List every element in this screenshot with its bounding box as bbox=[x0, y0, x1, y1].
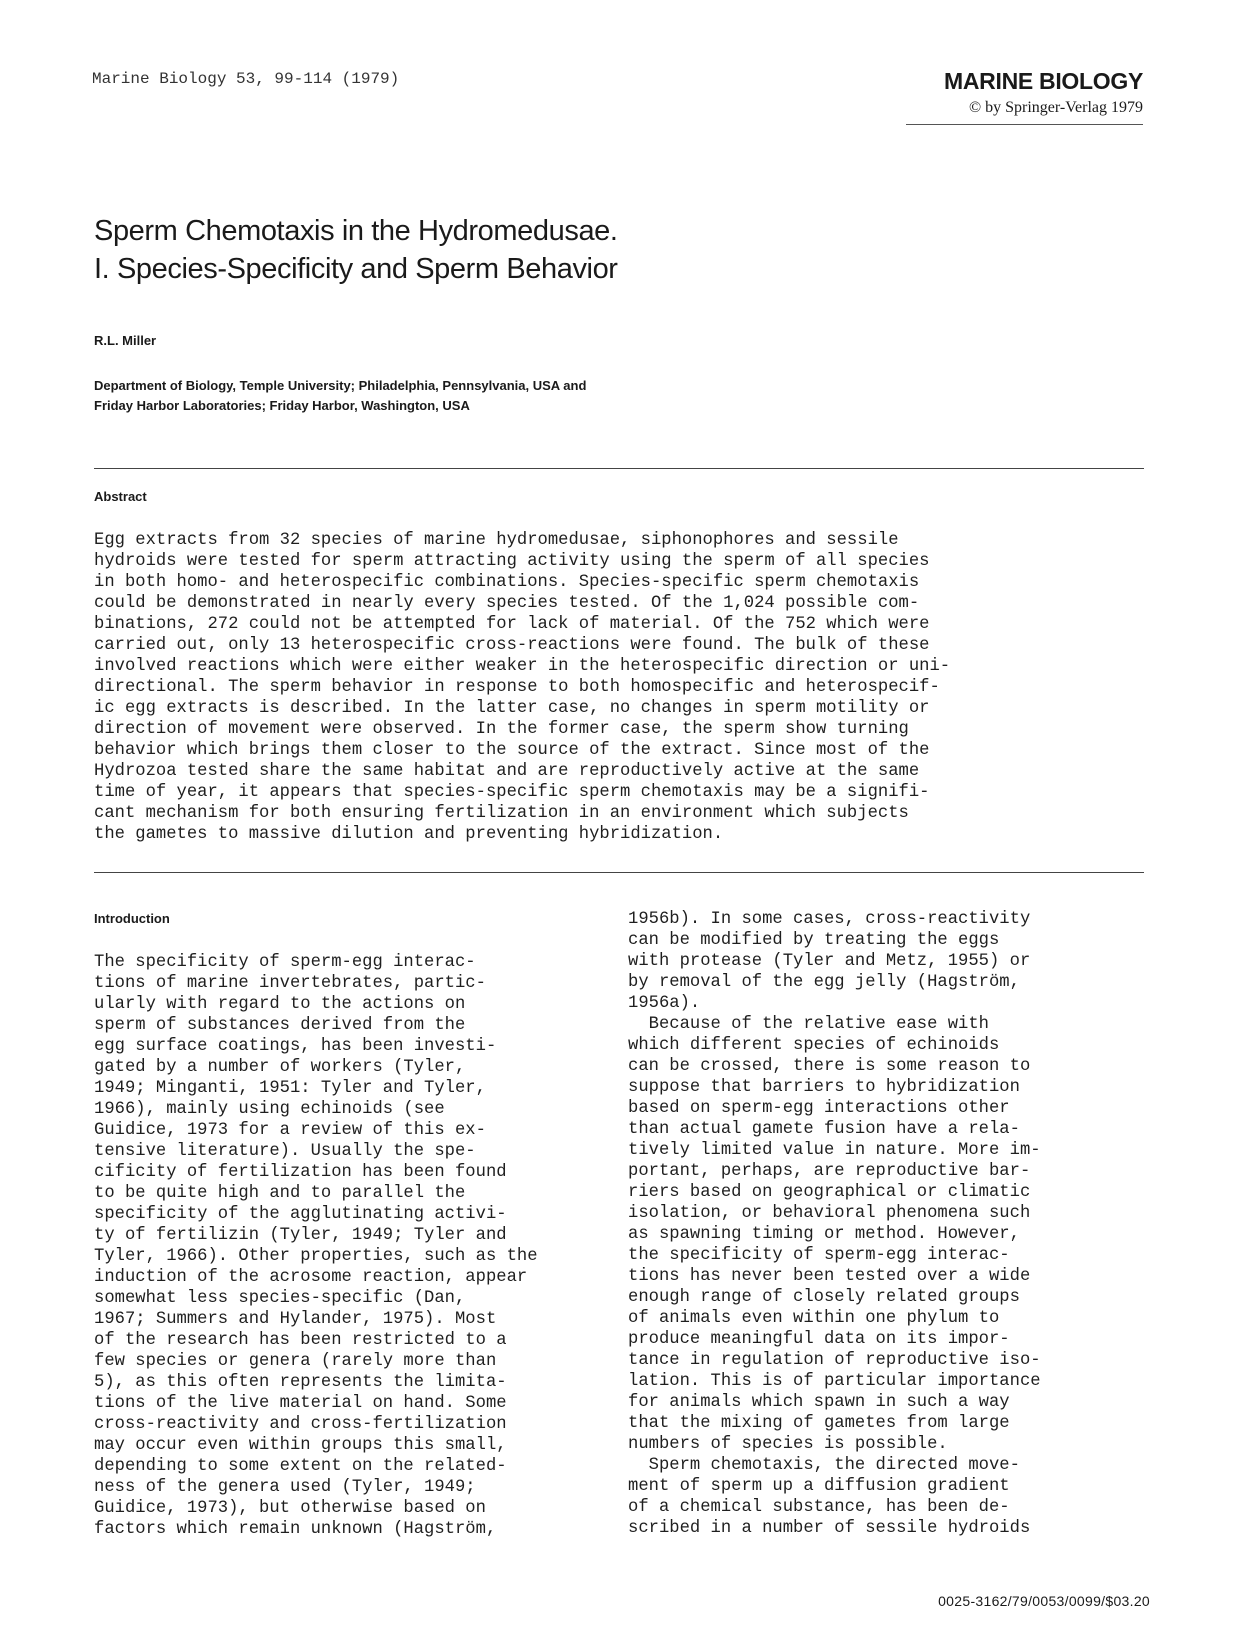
journal-citation: Marine Biology 53, 99-114 (1979) bbox=[92, 70, 400, 88]
affiliation bbox=[94, 376, 586, 416]
text-line: tions of marine invertebrates, partic- bbox=[94, 974, 486, 993]
text-line: tions has never been tested over a wide bbox=[628, 1267, 1031, 1286]
text-line: Guidice, 1973 for a review of this ex- bbox=[94, 1121, 486, 1140]
text-line: can be modified by treating the eggs bbox=[628, 931, 1000, 950]
text-line: the specificity of sperm-egg interac- bbox=[628, 1246, 1010, 1265]
abstract-body bbox=[94, 530, 950, 845]
introduction-right-column bbox=[628, 909, 1041, 1539]
text-line: which different species of echinoids bbox=[628, 1036, 1000, 1055]
text-line: numbers of species is possible. bbox=[628, 1435, 948, 1454]
header-divider bbox=[906, 124, 1143, 125]
text-line: ic egg extracts is described. In the latter case, no changes in sperm motility or bbox=[94, 699, 930, 718]
text-line: induction of the acrosome reaction, appear bbox=[94, 1268, 528, 1287]
section-divider-top bbox=[94, 468, 1144, 469]
text-line: than actual gamete fusion have a rela- bbox=[628, 1120, 1020, 1139]
text-line: suppose that barriers to hybridization bbox=[628, 1078, 1020, 1097]
text-line: 1966), mainly using echinoids (see bbox=[94, 1100, 445, 1119]
text-line: Tyler, 1966). Other properties, such as the bbox=[94, 1247, 538, 1266]
text-line: factors which remain unknown (Hagström, bbox=[94, 1520, 497, 1539]
text-line: with protease (Tyler and Metz, 1955) or bbox=[628, 952, 1031, 971]
text-line: specificity of the agglutinating activi- bbox=[94, 1205, 507, 1224]
text-line: ness of the genera used (Tyler, 1949; bbox=[94, 1478, 476, 1497]
publisher-copyright: © by Springer-Verlag 1979 bbox=[968, 99, 1143, 116]
text-line: of animals even within one phylum to bbox=[628, 1309, 1000, 1328]
abstract-heading: Abstract bbox=[94, 489, 147, 504]
article-title bbox=[94, 212, 994, 288]
text-line: by removal of the egg jelly (Hagström, bbox=[628, 973, 1020, 992]
footer-price-code: 0025-3162/79/0053/0099/$03.20 bbox=[938, 1593, 1150, 1609]
text-line: for animals which spawn in such a way bbox=[628, 1393, 1010, 1412]
text-line: carried out, only 13 heterospecific cross-reactions were found. The bulk of these bbox=[94, 636, 930, 655]
text-line: as spawning timing or method. However, bbox=[628, 1225, 1020, 1244]
text-line: depending to some extent on the related- bbox=[94, 1457, 507, 1476]
text-line: cross-reactivity and cross-fertilization bbox=[94, 1415, 507, 1434]
text-line: hydroids were tested for sperm attracting activity using the sperm of all species bbox=[94, 552, 930, 571]
text-line: time of year, it appears that species-specific sperm chemotaxis may be a signifi- bbox=[94, 783, 930, 802]
text-line: enough range of closely related groups bbox=[628, 1288, 1020, 1307]
introduction-heading: Introduction bbox=[94, 911, 170, 926]
text-line: produce meaningful data on its impor- bbox=[628, 1330, 1010, 1349]
text-line: could be demonstrated in nearly every species tested. Of the 1,024 possible com- bbox=[94, 594, 920, 613]
text-line: Egg extracts from 32 species of marine hydromedusae, siphonophores and sessile bbox=[94, 531, 899, 550]
text-line: sperm of substances derived from the bbox=[94, 1016, 466, 1035]
text-line: few species or genera (rarely more than bbox=[94, 1352, 497, 1371]
text-line: direction of movement were observed. In the former case, the sperm show turning bbox=[94, 720, 909, 739]
section-divider-bottom bbox=[94, 872, 1144, 873]
text-line: Guidice, 1973), but otherwise based on bbox=[94, 1499, 486, 1518]
text-line: gated by a number of workers (Tyler, bbox=[94, 1058, 466, 1077]
text-line: portant, perhaps, are reproductive bar- bbox=[628, 1162, 1031, 1181]
journal-name: MARINE BIOLOGY bbox=[944, 68, 1143, 94]
text-line: riers based on geographical or climatic bbox=[628, 1183, 1031, 1202]
text-line: may occur even within groups this small, bbox=[94, 1436, 507, 1455]
text-line: involved reactions which were either weaker in the heterospecific direction or uni- bbox=[94, 657, 951, 676]
text-line: ment of sperm up a diffusion gradient bbox=[628, 1477, 1010, 1496]
text-line: of the research has been restricted to a bbox=[94, 1331, 507, 1350]
text-line: of a chemical substance, has been de- bbox=[628, 1498, 1010, 1517]
text-line: tance in regulation of reproductive iso- bbox=[628, 1351, 1041, 1370]
text-line: isolation, or behavioral phenomena such bbox=[628, 1204, 1031, 1223]
text-line: tensive literature). Usually the spe- bbox=[94, 1142, 476, 1161]
text-line: that the mixing of gametes from large bbox=[628, 1414, 1010, 1433]
text-line: Because of the relative ease with bbox=[628, 1015, 989, 1034]
text-line: 1956b). In some cases, cross-reactivity bbox=[628, 910, 1031, 929]
text-line: to be quite high and to parallel the bbox=[94, 1184, 466, 1203]
text-line: cificity of fertilization has been found bbox=[94, 1163, 507, 1182]
affiliation-line-1: Department of Biology, Temple University; Philadelphia, Pennsylvania, USA and bbox=[94, 378, 587, 393]
text-line: somewhat less species-specific (Dan, bbox=[94, 1289, 466, 1308]
introduction-left-column bbox=[94, 952, 538, 1540]
text-line: ty of fertilizin (Tyler, 1949; Tyler and bbox=[94, 1226, 507, 1245]
text-line: Hydrozoa tested share the same habitat and are reproductively active at the same bbox=[94, 762, 920, 781]
text-line: the gametes to massive dilution and preventing hybridization. bbox=[94, 825, 724, 844]
title-line-2: I. Species-Specificity and Sperm Behavior bbox=[94, 253, 618, 285]
text-line: egg surface coatings, has been investi- bbox=[94, 1037, 497, 1056]
text-line: cant mechanism for both ensuring fertilization in an environment which subjects bbox=[94, 804, 909, 823]
text-line: The specificity of sperm-egg interac- bbox=[94, 953, 476, 972]
text-line: ularly with regard to the actions on bbox=[94, 995, 466, 1014]
text-line: Sperm chemotaxis, the directed move- bbox=[628, 1456, 1020, 1475]
text-line: in both homo- and heterospecific combinations. Species-specific sperm chemotaxis bbox=[94, 573, 920, 592]
text-line: can be crossed, there is some reason to bbox=[628, 1057, 1031, 1076]
text-line: scribed in a number of sessile hydroids bbox=[628, 1519, 1031, 1538]
text-line: lation. This is of particular importance bbox=[628, 1372, 1041, 1391]
text-line: tively limited value in nature. More im- bbox=[628, 1141, 1041, 1160]
text-line: behavior which brings them closer to the source of the extract. Since most of the bbox=[94, 741, 930, 760]
text-line: based on sperm-egg interactions other bbox=[628, 1099, 1010, 1118]
text-line: 1949; Minganti, 1951: Tyler and Tyler, bbox=[94, 1079, 486, 1098]
text-line: binations, 272 could not be attempted for lack of material. Of the 752 which were bbox=[94, 615, 930, 634]
text-line: 5), as this often represents the limita- bbox=[94, 1373, 507, 1392]
author: R.L. Miller bbox=[94, 333, 157, 348]
text-line: tions of the live material on hand. Some bbox=[94, 1394, 507, 1413]
text-line: directional. The sperm behavior in response to both homospecific and heterospecif- bbox=[94, 678, 940, 697]
affiliation-line-2: Friday Harbor Laboratories; Friday Harbor, Washington, USA bbox=[94, 398, 470, 413]
title-line-1: Sperm Chemotaxis in the Hydromedusae. bbox=[94, 215, 618, 247]
text-line: 1967; Summers and Hylander, 1975). Most bbox=[94, 1310, 497, 1329]
text-line: 1956a). bbox=[628, 994, 701, 1013]
